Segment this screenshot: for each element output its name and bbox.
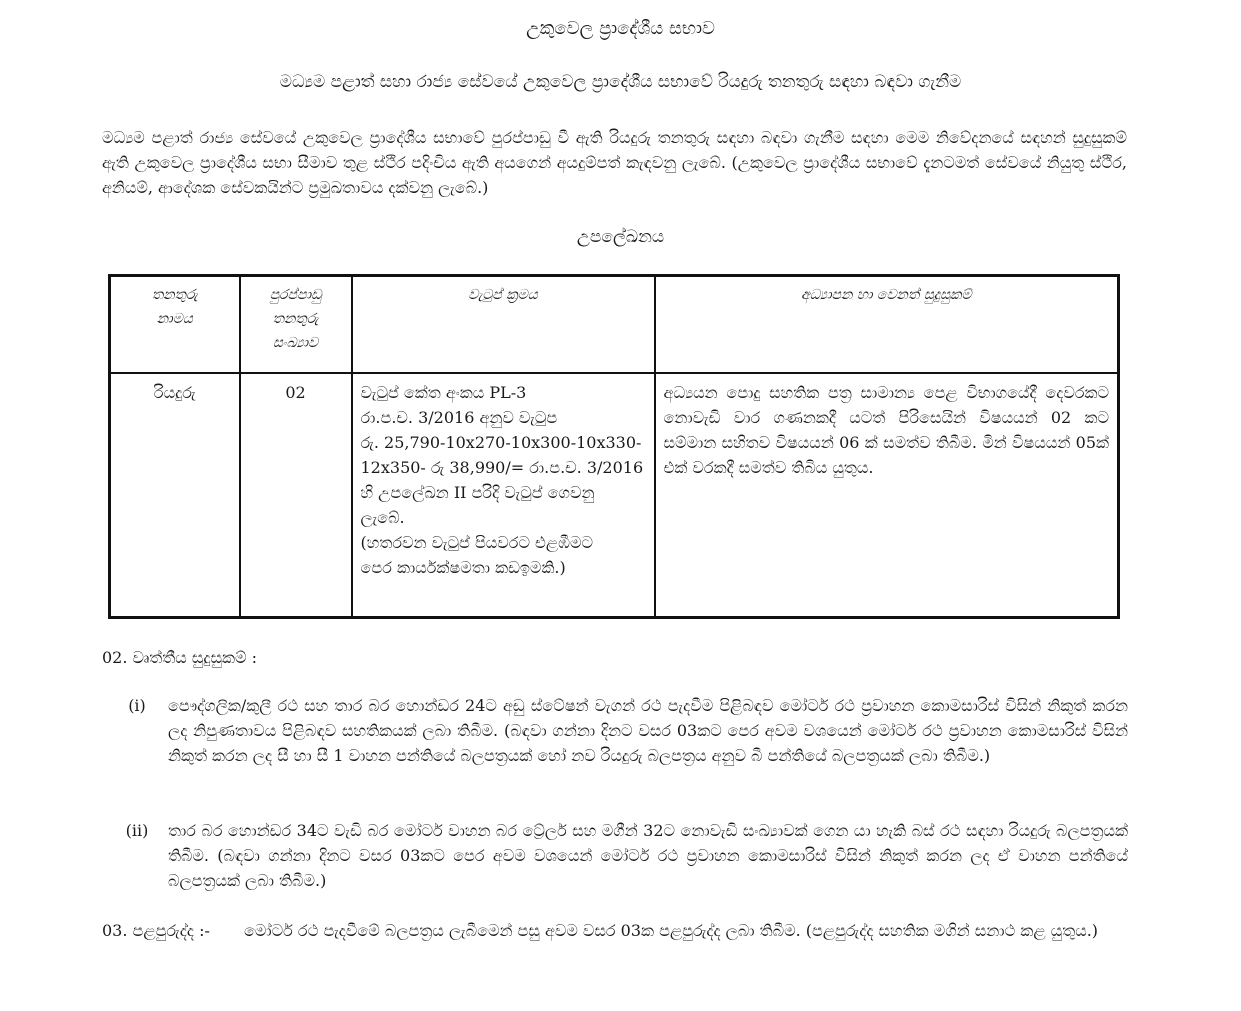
schedule-table	[108, 274, 1120, 619]
document-subtitle: මධ්‍යම පළාත් සහා රාජ්‍ය සේවයේ උකුවෙල ප්‍රාදේශීය සභාවේ රියදුරු තනතුරු සඳහා බඳවා ගැනීම	[279, 72, 962, 92]
list-item	[118, 818, 1128, 893]
intro-text: මධ්‍යම පළාත් රාජ්‍ය සේවයේ උකුවෙල ප්‍රාදේශීය සභාවේ පුරප්පාඩු වී ඇති රියදුරු තනතුරු සඳහා බඳවා ගැනීම සඳහා මෙම නිවේදනයේ සඳහන් සුදුසුකම් ඇති උකුවෙල ප්‍රාදේශීය සභා සීමාව තුළ ස්ථිර පදිංචිය ඇති අයගෙන් අයදුම්පත් කැඳවනු ලැබේ. (උකුවෙල ප්‍රාදේශීය සභාවේ දැනටමත් සේවයේ නියුතු ස්ථිර, අනියම්, ආදේශක සේවකයින්ට ප්‍රමුඛතාවය දක්වනු ලැබේ.)	[102, 128, 1127, 197]
col-header-line: නාමය	[156, 311, 193, 327]
col-header-line: තනතුරු	[151, 287, 198, 303]
section-2-heading: 02. වෘත්තීය සුදුසුකම් :	[102, 648, 257, 667]
col-qualifications: අධ්‍යාපන හා වෙනත් සුදුසුකම්	[655, 276, 1119, 374]
item-number: (ii)	[125, 821, 149, 840]
list-item	[118, 693, 1128, 768]
col-header-line: සංඛ්‍යාව	[272, 335, 319, 351]
document-title: උකුවෙල ප්‍රාදේශීය සභාව	[526, 18, 715, 39]
salary-line: වැටුප් කේත අංකය PL-3	[360, 383, 527, 402]
salary-line: 12x350- රු 38,990/= රා.ප.ච. 3/2016	[360, 458, 644, 477]
item-text: පෞද්ගලික/කුලී රථ සහ තාර බර හොන්ඩර 24ට අඩු ස්ටේෂන් වැගන් රථ පැදවීම පිළිබඳව මෝටර් රථ ප්‍රවාහන කොමසාරිස් විසින් නිකුත් කරන ලද නිපුණතාවය පිළිබඳව සහතිකයක් ලබා තිබීම. (බඳවා ගන්නා දිනට වසර 03කට පෙර අවම වශයෙන් මෝටර් රථ ප්‍රවාහන කොමසාරිස් විසින් නිකුත් කරන ලද සී හා සී 1 වාහන පන්තියේ බලපත්‍රයක් හෝ නව රියදුරු බලපත්‍රය අනුව බී පන්තියේ බලපත්‍රයක් ලබා තිබීම.)	[168, 696, 1128, 765]
col-post-name	[110, 276, 240, 374]
cell-qualifications: අධ්‍යයන පොදු සහතික පත්‍ර සාමාන්‍ය පෙළ විභාගයේදී දෙවරකට නොවැඩි වාර ගණනකදී යටත් පිරිසෙයින් විෂයයන් 02 කට සම්මාන සහිතව විෂයයන් 06 ක් සමත්ව තිබීම. මින් විෂයයන් 05ක් එක් වරකදී සමත්ව තිබිය යුතුය.	[655, 373, 1119, 618]
salary-line: රා.ප.ච. 3/2016 අනුව වැටුප	[360, 408, 558, 427]
col-header-line: තනතුරු	[272, 311, 319, 327]
item-number: (i)	[128, 696, 146, 715]
col-header-line: පුරප්පාඩු	[269, 287, 322, 303]
col-vacancies	[240, 276, 352, 374]
cell-salary	[352, 373, 655, 618]
salary-line: (හතරවන වැටුප් පියවරට එළඹීමට	[360, 533, 593, 552]
schedule-title: උපලේඛනය	[576, 227, 665, 247]
salary-line: හි උපලේඛන II පරිදි වැටුප් ගෙවනු	[360, 483, 595, 502]
table-row	[110, 373, 1119, 618]
salary-line: පෙර කාර්යක්ෂමතා කඩඉමකි.)	[360, 558, 566, 577]
salary-line: රු. 25,790-10x270-10x300-10x330-	[360, 433, 642, 452]
cell-post-name: රියදුරු	[110, 373, 240, 618]
cell-vacancies: 02	[240, 373, 352, 618]
section-3	[102, 918, 1128, 943]
section-3-text: මෝටර් රථ පැදවීමේ බලපත්‍රය ලැබීමෙන් පසු අවම වසර 03ක පළපුරුද්ද ලබා තිබීම. (පළපුරුද්ද සහතික මගින් සනාථ කළ යුතුය.)	[244, 921, 1099, 940]
intro-paragraph	[102, 125, 1127, 200]
item-text: තාර බර හොන්ඩර 34ට වැඩි බර මෝටර් වාහන බර ට්‍රේලර් සහ මගීන් 32ට නොවැඩි සංඛ්‍යාවක් ගෙන යා හැකි බස් රථ සඳහා රියදුරු බලපත්‍රයක් තිබීම. (බඳවා ගන්නා දිනට වසර 03කට පෙර අවම වශයෙන් මෝටර් රථ ප්‍රවාහන කොමසාරිස් විසින් නිකුත් කරන ලද ඒ වාහන පන්තියේ බලපත්‍රයක් ලබා තිබීම.)	[168, 821, 1128, 890]
section-3-heading: 03. පළපුරුද්ද :-	[102, 921, 210, 940]
salary-line: ලැබේ.	[360, 508, 405, 527]
table-header-row	[110, 276, 1119, 374]
col-salary: වැටුප් ක්‍රමය	[352, 276, 655, 374]
